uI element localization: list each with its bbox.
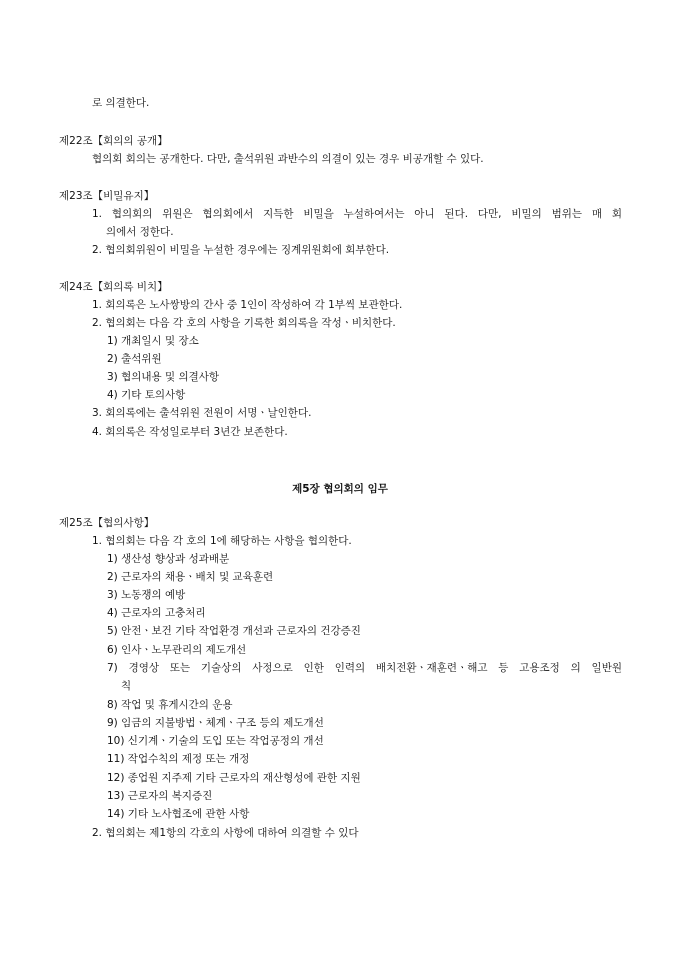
article-25-sub: 11) 작업수칙의 제정 또는 개정 [107, 753, 250, 765]
article-24-item-4: 4. 회의록은 작성일로부터 3년간 보존한다. [92, 426, 288, 438]
article-25-sub: 2) 근로자의 채용ㆍ배치 및 교육훈련 [107, 571, 274, 583]
article-23-item-1-line-1: 1. 협의회의 위원은 협의회에서 지득한 비밀을 누설하여서는 아니 된다. 다만, 비밀의 범위는 매 회 [92, 208, 622, 220]
article-25-sub: 1) 생산성 향상과 성과배분 [107, 553, 230, 565]
article-25-sub: 6) 인사ㆍ노무관리의 제도개선 [107, 644, 247, 656]
article-25-sub: 9) 임금의 지불방법ㆍ체계ㆍ구조 등의 제도개선 [107, 717, 324, 729]
article-25-sub: 4) 근로자의 고충처리 [107, 607, 206, 619]
article-25-item-2: 2. 협의회는 제1항의 각호의 사항에 대하여 의결할 수 있다 [92, 827, 359, 839]
article-24-sub-1: 1) 개최일시 및 장소 [107, 335, 199, 347]
lead-line: 로 의결한다. [92, 97, 150, 109]
article-22-title: 제22조【회의의 공개】 [59, 135, 168, 147]
article-24-item-2: 2. 협의회는 다음 각 호의 사항을 기록한 회의록을 작성ㆍ비치한다. [92, 317, 396, 329]
article-24-title: 제24조【회의록 비치】 [59, 281, 168, 293]
article-24-item-3: 3. 회의록에는 출석위원 전원이 서명ㆍ날인한다. [92, 407, 312, 419]
article-25-title: 제25조【협의사항】 [59, 517, 155, 529]
article-23-title: 제23조【비밀유지】 [59, 190, 155, 202]
article-24-item-1: 1. 회의록은 노사쌍방의 간사 중 1인이 작성하여 각 1부씩 보관한다. [92, 299, 403, 311]
article-25-sub: 8) 작업 및 휴게시간의 운용 [107, 699, 233, 711]
article-25-sub: 5) 안전ㆍ보건 기타 작업환경 개선과 근로자의 건강증진 [107, 625, 361, 637]
chapter-5-heading: 제5장 협의회의 임무 [292, 483, 388, 495]
article-23-item-2: 2. 협의회위원이 비밀을 누설한 경우에는 징계위원회에 회부한다. [92, 244, 390, 256]
article-25-sub-continuation: 칙 [121, 680, 132, 692]
article-23-item-1-line-2: 의에서 정한다. [106, 226, 174, 238]
article-25-sub: 3) 노동쟁의 예방 [107, 589, 186, 601]
article-25-sub: 14) 기타 노사협조에 관한 사항 [107, 808, 250, 820]
article-22-body: 협의회 회의는 공개한다. 다만, 출석위원 과반수의 의결이 있는 경우 비공개할 수 있다. [92, 153, 484, 165]
article-24-sub-3: 3) 협의내용 및 의결사항 [107, 371, 220, 383]
article-25-item-1: 1. 협의회는 다음 각 호의 1에 해당하는 사항을 협의한다. [92, 535, 352, 547]
article-25-sub: 7) 경영상 또는 기술상의 사정으로 인한 인력의 배치전환ㆍ재훈련ㆍ해고 등 고용조정 의 일반원 [107, 662, 622, 674]
article-24-sub-4: 4) 기타 토의사항 [107, 389, 186, 401]
article-25-sub: 12) 종업원 지주제 기타 근로자의 재산형성에 관한 지원 [107, 772, 361, 784]
article-25-sub: 13) 근로자의 복지증진 [107, 790, 213, 802]
article-25-sub: 10) 신기계ㆍ기술의 도입 또는 작업공정의 개선 [107, 735, 324, 747]
article-24-sub-2: 2) 출석위원 [107, 353, 162, 365]
